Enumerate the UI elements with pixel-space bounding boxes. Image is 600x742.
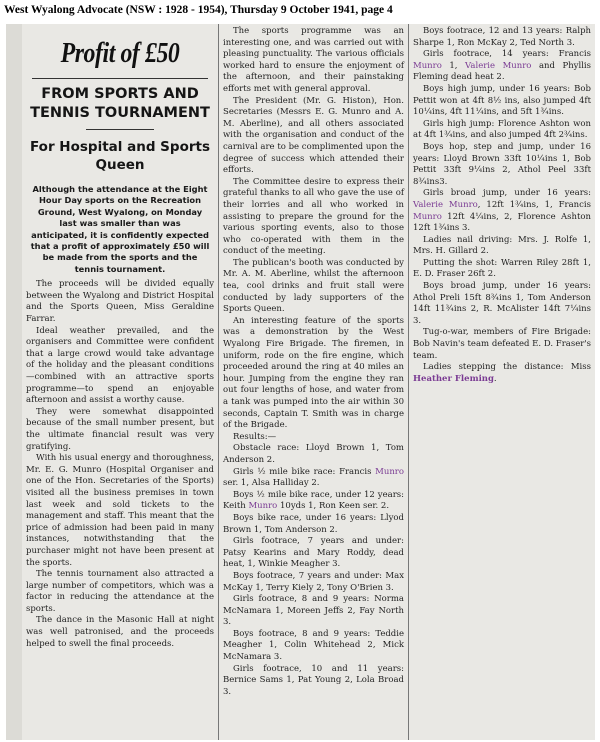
search-highlight[interactable]: Heather Fleming bbox=[413, 373, 494, 384]
result-item: Boys footrace, 7 years and under: Max McKay 1, Terry Kiely 2, Tony O'Brien 3. bbox=[223, 570, 404, 593]
paragraph: An interesting feature of the sports was a demonstration by the West Wyalong Fire Brigade. The firemen, in uniform, rode on the fire engine, which proceeded around the ring at 40 miles an hour. Jumping from the engine they ran out four lengths of hose, and water from a tank was pumped into the air within 30 seconds, Captain T. Smith was in charge of the Brigade. bbox=[223, 315, 404, 431]
result-item: Obstacle race: Lloyd Brown 1, Tom Anderson 2. bbox=[223, 443, 404, 465]
paragraph: With his usual energy and thoroughness, Mr. E. G. Munro (Hospital Organiser and one of the Hon. Secretaries of the Sports) visited all the business premises in town last week and sold tickets to the management and staff. This meant that the price of admission had been paid in many instances, notwithstanding that the purchaser might not have been present at the sports. bbox=[26, 453, 214, 568]
result-item: Tug-o-war, members of Fire Brigade: Bob Navin's team defeated E. D. Fraser's team. bbox=[413, 327, 591, 361]
result-item: Girls footrace, 10 and 11 years: Bernice Sams 1, Pat Young 2, Lola Broad 3. bbox=[223, 663, 404, 697]
results-heading: Results:— bbox=[233, 431, 277, 442]
article-column-1 bbox=[22, 24, 218, 740]
paragraph: The proceeds will be divided equally between the Wyalong and District Hospital and the Sports Queen, Miss Geraldine Farrar. bbox=[26, 279, 214, 325]
result-item: Ladies nail driving: Mrs. J. Rolfe 1, Mrs. H. Gillard 2. bbox=[413, 234, 591, 257]
article-subhead: FROM SPORTS AND TENNIS TOURNAMENT bbox=[30, 86, 210, 121]
divider bbox=[86, 129, 154, 130]
search-highlight[interactable]: Valerie Munro bbox=[465, 60, 532, 71]
result-item bbox=[413, 362, 591, 385]
search-highlight[interactable]: Munro bbox=[248, 501, 278, 512]
result-item: Girls high jump: Florence Ashton won at 4ft 1¾ins, and also jumped 4ft 2¾ins. bbox=[413, 118, 591, 141]
result-text: 12ft 4¼ins, 2, Florence Ashton 12ft 1¾ins 3. bbox=[413, 211, 591, 234]
paragraph: The dance in the Masonic Hall at night was well patronised, and the proceeds helped to swell the final proceeds. bbox=[26, 615, 214, 649]
article-column-2 bbox=[218, 24, 408, 740]
result-text: Ladies stepping the distance: Miss bbox=[423, 362, 591, 373]
search-highlight[interactable]: Munro bbox=[413, 211, 442, 222]
article-subhead-2: For Hospital and Sports Queen bbox=[30, 139, 210, 173]
result-text: Girls footrace, 14 years: Francis bbox=[423, 49, 591, 60]
paragraph: The President (Mr. G. Histon), Hon. Secretaries (Messrs E. G. Munro and A. M. Aberline), and all others associated with the organisation and conduct of the carnival are to be complimented upon the degree of success which attended their efforts. bbox=[223, 95, 404, 176]
result-text: and Phyllis Fleming dead heat 2. bbox=[413, 60, 592, 83]
search-highlight[interactable]: Munro bbox=[413, 60, 442, 71]
page-margin bbox=[6, 24, 22, 740]
result-text: 10yds 1, Ron Keen ser. 2. bbox=[277, 501, 390, 512]
result-item: Boys hop, step and jump, under 16 years: Lloyd Brown 33ft 10¼ins 1, Bob Pettit 33ft 9¼ins 2, Athol Peel 33ft 8¾ins3. bbox=[413, 141, 591, 187]
result-item: Boys footrace, 12 and 13 years: Ralph Sharpe 1, Ron McKay 2, Ted North 3. bbox=[413, 26, 591, 48]
result-item: Girls footrace, 7 years and under: Patsy Kearins and Mary Roddy, dead heat, 1, Winkie Meagher 3. bbox=[223, 536, 404, 570]
result-item bbox=[413, 49, 591, 84]
masthead-title: West Wyalong Advocate (NSW : 1928 - 1954), Thursday 9 October 1941, page 4 bbox=[4, 4, 393, 16]
article-column-3 bbox=[408, 24, 595, 740]
paragraph: The publican's booth was conducted by Mr. A. M. Aberline, whilst the afternoon tea, cool drinks and fruit stall were conducted by lady supporters of the Sports Queen. bbox=[223, 257, 404, 315]
paragraph: The sports programme was an interesting one, and was carried out with pleasing punctuality. The various officials worked hard to ensure the enjoyment of the afternoon, and their painstaking efforts met with general approval. bbox=[223, 26, 404, 94]
paragraph: The Committee desire to express their grateful thanks to all who gave the use of their lorries and all who worked in assisting to prepare the ground for the various sporting events, also to those who co-operated with them in the conduct of the meeting. bbox=[223, 176, 404, 257]
search-highlight[interactable]: Munro bbox=[375, 466, 404, 477]
result-text: Boys ½ mile bike race, under 12 years: Keith bbox=[223, 489, 404, 512]
paragraph: They were somewhat disappointed because of the small number present, but the ultimate financial result was very gratifying. bbox=[26, 406, 214, 452]
result-item: Boys footrace, 8 and 9 years: Teddie Meagher 1, Colin Whitehead 2, Mick McNamara 3. bbox=[223, 628, 404, 663]
result-text: 1, bbox=[441, 60, 466, 71]
result-item: Boys bike race, under 16 years: Llyod Brown 1, Tom Anderson 2. bbox=[223, 512, 404, 535]
result-item: Putting the shot: Warren Riley 28ft 1, E. D. Fraser 26ft 2. bbox=[413, 257, 591, 280]
result-item: Girls footrace, 8 and 9 years: Norma McNamara 1, Moreen Jeffs 2, Fay North 3. bbox=[223, 594, 404, 628]
result-text: , 12ft 1¾ins, 1, Francis bbox=[477, 199, 591, 210]
divider bbox=[32, 78, 208, 79]
result-text: ser. 1, Alsa Halliday 2. bbox=[223, 478, 320, 489]
result-item bbox=[223, 467, 404, 490]
article-headline: Profit of £50 bbox=[60, 37, 180, 69]
result-text: Girls broad jump, under 16 years: bbox=[423, 188, 591, 199]
result-text: Girls ½ mile bike race: Francis bbox=[233, 466, 376, 477]
result-item: Boys high jump, under 16 years: Bob Pettit won at 4ft 8½ ins, also jumped 4ft 10¼ins, 4ft 11¼ins, and 5ft 1¾ins. bbox=[413, 83, 591, 118]
search-highlight[interactable]: Valerie Munro bbox=[413, 199, 478, 210]
paragraph: Ideal weather prevailed, and the organisers and Committee were confident that a large crowd would take advantage of the holiday and the pleasant conditions—combined with an attractive sports programme—to spend an enjoyable afternoon and assist a worthy cause. bbox=[26, 325, 214, 406]
paragraph: The tennis tournament also attracted a large number of competitors, which was a factor in reducing the attendance at the sports. bbox=[26, 569, 214, 614]
result-item bbox=[413, 188, 591, 234]
result-item bbox=[223, 490, 404, 513]
article-intro: Although the attendance at the Eight Hour Day sports on the Recreation Ground, West Wyalong, on Monday last was smaller than was anticipated, it is confidently expected that a profit of approximately £50 will be made from the sports and the tennis tournament. bbox=[30, 184, 210, 274]
result-text: . bbox=[493, 373, 497, 384]
result-item: Boys broad jump, under 16 years: Athol Preli 15ft 8¾ins 1, Tom Anderson 14ft 11¾ins 2, R. McAlister 14ft 7¼ins 3. bbox=[413, 281, 591, 326]
